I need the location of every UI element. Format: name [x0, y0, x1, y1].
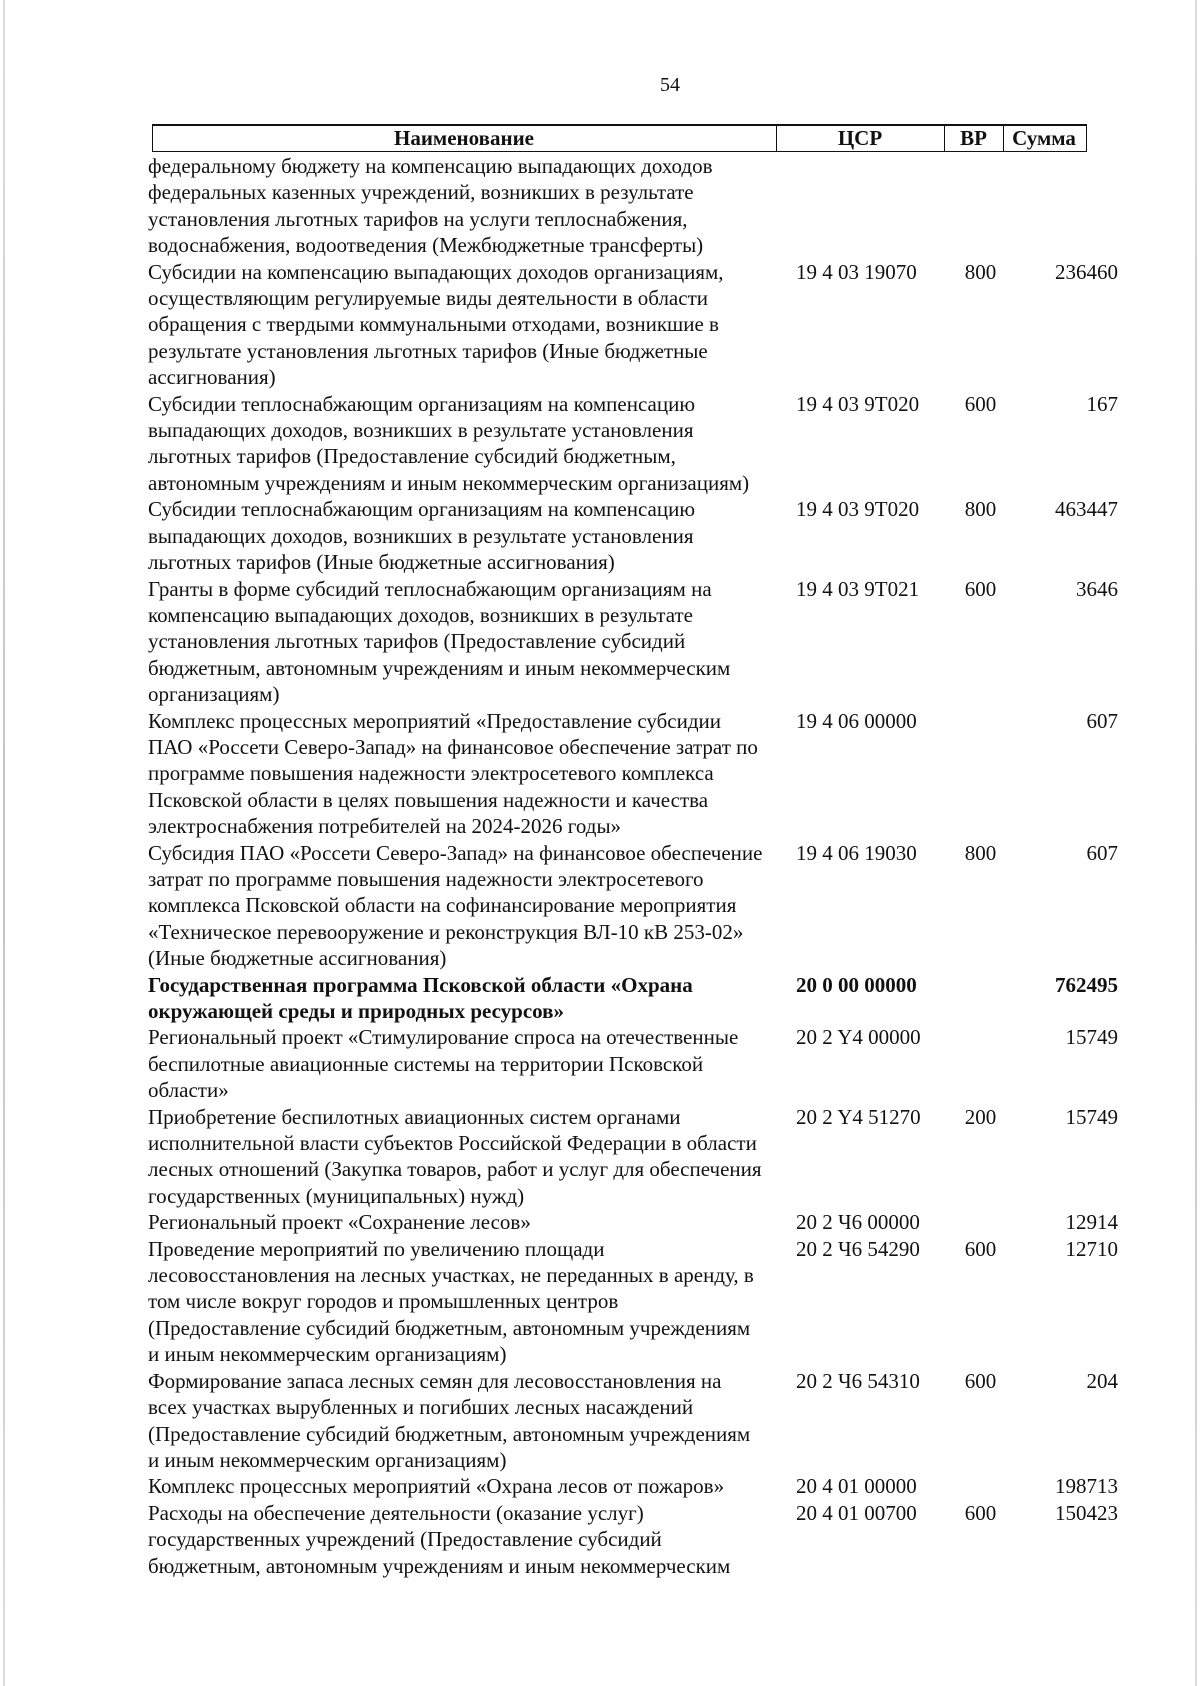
- row-vr: 600: [964, 391, 997, 416]
- column-header-sum: Сумма: [1012, 126, 1076, 150]
- row-vr: 600: [964, 1500, 997, 1525]
- row-name: Субсидия ПАО «Россети Северо-Запад» на финансовое обеспечение затрат по программе повышения надежности электросетевого комплекса Псковской области на софинансирование мероприятия «Техническое перевооружение и реконструкция ВЛ-10 кВ 253-02» (Иные бюджетные ассигнования): [148, 840, 763, 971]
- row-csr: 20 4 01 00000: [796, 1474, 917, 1499]
- table-row: [148, 1368, 1128, 1474]
- table-row: [148, 840, 1128, 972]
- row-name: Расходы на обеспечение деятельности (оказание услуг) государственных учреждений (Предоставление субсидий бюджетным, автономным учреждениям и иным некоммерческим: [148, 1500, 731, 1578]
- row-name: Субсидии на компенсацию выпадающих доходов организациям, осуществляющим регулируемые виды деятельности в области обращения с твердыми коммунальными отходами, возникшие в результате установления льготных тарифов (Иные бюджетные ассигнования): [148, 259, 724, 390]
- page-number: 54: [660, 74, 680, 96]
- row-vr: 800: [964, 259, 997, 284]
- row-csr: 19 4 06 00000: [796, 708, 917, 733]
- table-row: [148, 1500, 1128, 1579]
- row-sum: 12914: [1065, 1210, 1118, 1235]
- row-sum: 12710: [1065, 1236, 1118, 1261]
- row-name: Региональный проект «Стимулирование спроса на отечественные беспилотные авиационные системы на территории Псковской области»: [148, 1025, 739, 1103]
- table-row: [148, 391, 1128, 497]
- scan-edge-right: [1195, 0, 1197, 1686]
- row-vr: 600: [964, 1368, 997, 1393]
- row-vr: 600: [964, 576, 997, 601]
- row-csr: 20 2 Y4 51270: [796, 1104, 921, 1129]
- row-name: Формирование запаса лесных семян для лесовосстановления на всех участках вырубленных и погибших лесных насаждений (Предоставление субсидий бюджетным, автономным учреждениям и иным некоммерческим организациям): [148, 1368, 751, 1472]
- row-sum: 3646: [1076, 576, 1118, 601]
- row-csr: 19 4 03 9Т020: [796, 391, 920, 416]
- row-sum: 15749: [1065, 1025, 1118, 1050]
- row-sum: 15749: [1065, 1104, 1118, 1129]
- row-csr: 20 0 00 00000: [796, 972, 917, 997]
- table-row: [148, 576, 1128, 708]
- column-header-vr: ВР: [960, 126, 987, 150]
- row-sum: 198713: [1055, 1474, 1118, 1499]
- row-name: Приобретение беспилотных авиационных систем органами исполнительной власти субъектов Российской Федерации в области лесных отношений (Закупка товаров, работ и услуг для обеспечения государственных (муниципальных) нужд): [148, 1104, 762, 1208]
- row-name: федеральному бюджету на компенсацию выпадающих доходов федеральных казенных учреждений, возникших в результате установления льготных тарифов на услуги теплоснабжения, водоснабжения, водоотведения (Межбюджетные трансферты): [148, 154, 713, 258]
- table-row: [148, 1236, 1128, 1368]
- row-name: Гранты в форме субсидий теплоснабжающим организациям на компенсацию выпадающих доходов, возникших в результате установления льготных тарифов (Предоставление субсидий бюджетным, автономным учреждениям и иным некоммерческим организациям): [148, 576, 731, 707]
- row-name: Государственная программа Псковской области «Охрана окружающей среды и природных ресурсов»: [148, 972, 693, 1023]
- row-csr: 19 4 06 19030: [796, 840, 917, 865]
- table-header: [152, 124, 1087, 151]
- scan-edge-left: [3, 0, 5, 1686]
- column-header-name: Наименование: [394, 126, 534, 150]
- row-sum: 607: [1086, 840, 1118, 865]
- row-sum: 607: [1086, 708, 1118, 733]
- row-name: Субсидии теплоснабжающим организациям на компенсацию выпадающих доходов, возникших в результате установления льготных тарифов (Иные бюджетные ассигнования): [148, 497, 696, 575]
- row-vr: 600: [964, 1236, 997, 1261]
- row-sum: 150423: [1055, 1500, 1118, 1525]
- row-sum: 204: [1086, 1368, 1118, 1393]
- table-row: [148, 972, 1128, 1025]
- table-body: [148, 153, 1128, 1579]
- row-sum: 463447: [1055, 497, 1118, 522]
- row-csr: 20 2 Ч6 54310: [796, 1368, 920, 1393]
- row-sum: 762495: [1055, 972, 1118, 997]
- table-row: [148, 1104, 1128, 1210]
- row-name: Субсидии теплоснабжающим организациям на компенсацию выпадающих доходов, возникших в результате установления льготных тарифов (Предоставление субсидий бюджетным, автономным учреждениям и иным некоммерческим организациям): [148, 391, 750, 495]
- row-csr: 19 4 03 9Т021: [796, 576, 920, 601]
- row-name: Комплекс процессных мероприятий «Предоставление субсидии ПАО «Россети Северо-Запад» на финансовое обеспечение затрат по программе повышения надежности электросетевого комплекса Псковской области в целях повышения надежности и качества электроснабжения потребителей на 2024-2026 годы»: [148, 708, 758, 839]
- row-name: Проведение мероприятий по увеличению площади лесовосстановления на лесных участках, не переданных в аренду, в том числе вокруг городов и промышленных центров (Предоставление субсидий бюджетным, автономным учреждениям и иным некоммерческим организациям): [148, 1236, 754, 1367]
- table-row: [148, 259, 1128, 391]
- row-csr: 19 4 03 19070: [796, 259, 917, 284]
- row-vr: 800: [964, 497, 997, 522]
- row-sum: 236460: [1055, 259, 1118, 284]
- table-row: [148, 708, 1128, 840]
- row-csr: 19 4 03 9Т020: [796, 497, 920, 522]
- column-header-csr: ЦСР: [837, 126, 883, 150]
- row-sum: 167: [1086, 391, 1118, 416]
- row-vr: 800: [964, 840, 997, 865]
- table-row: [148, 1024, 1128, 1103]
- table-row: [148, 153, 1128, 259]
- row-csr: 20 2 Y4 00000: [796, 1025, 921, 1050]
- row-name: Региональный проект «Сохранение лесов»: [148, 1210, 531, 1235]
- row-name: Комплекс процессных мероприятий «Охрана лесов от пожаров»: [148, 1474, 725, 1499]
- row-csr: 20 2 Ч6 00000: [796, 1210, 920, 1235]
- table-row: [148, 496, 1128, 575]
- row-csr: 20 2 Ч6 54290: [796, 1236, 920, 1261]
- row-csr: 20 4 01 00700: [796, 1500, 917, 1525]
- row-vr: 200: [964, 1104, 997, 1129]
- table-row: [148, 1473, 1128, 1499]
- table-row: [148, 1209, 1128, 1235]
